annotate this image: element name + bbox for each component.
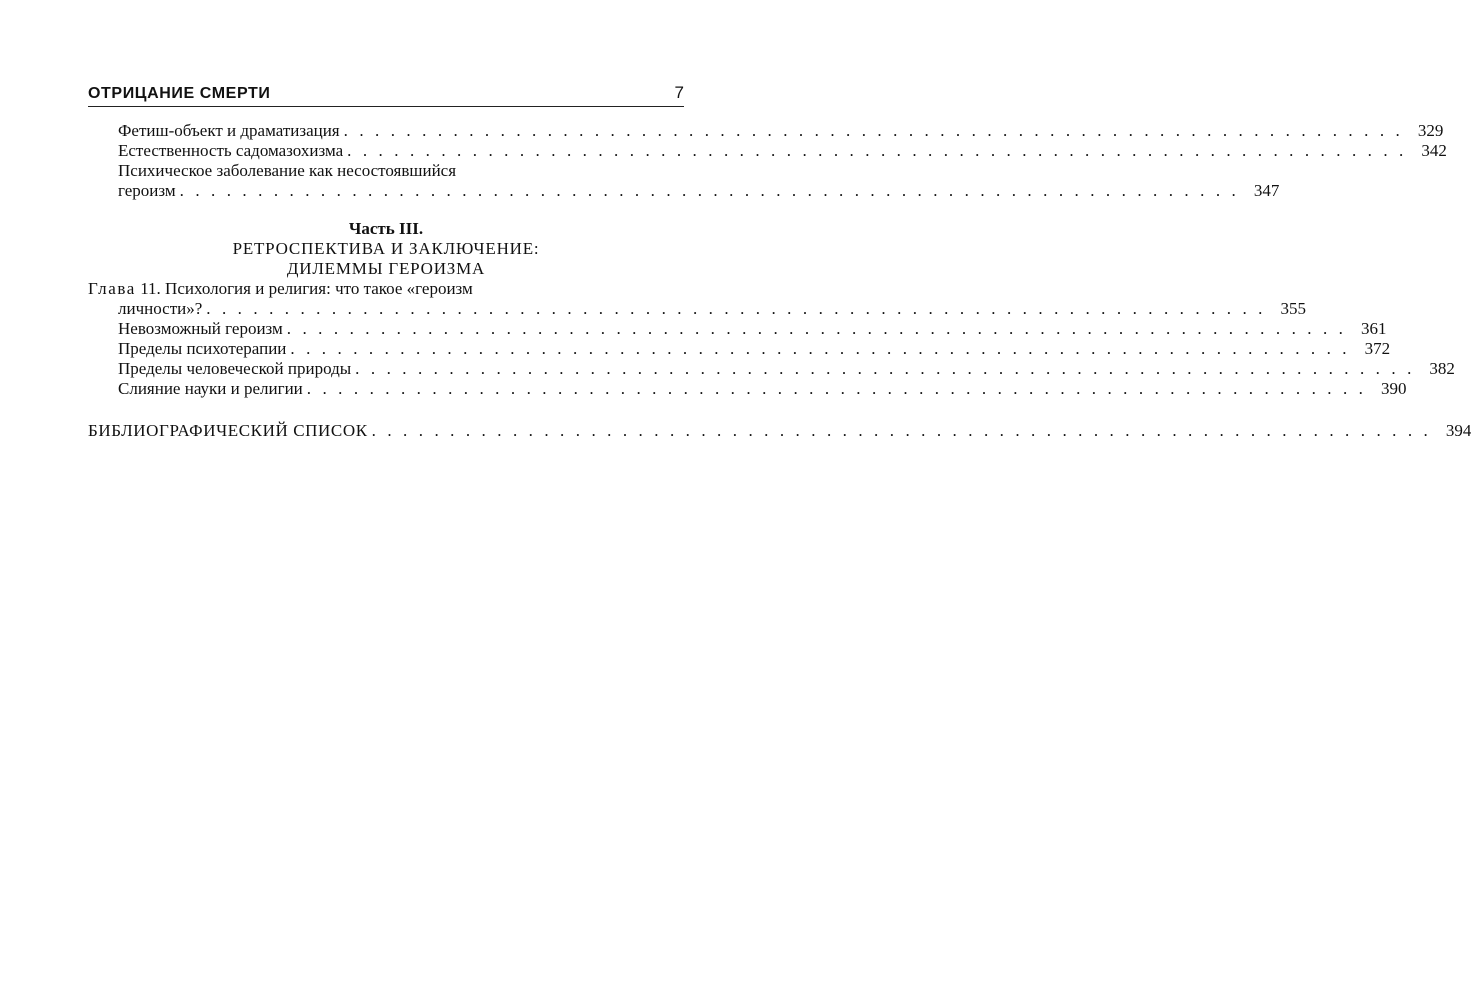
toc-entry-page: 355 [1280, 299, 1307, 318]
toc-entry-label: Пределы человеческой природы [118, 359, 352, 378]
running-header [88, 80, 684, 107]
toc-entry-label: героизм [118, 181, 176, 200]
section-spacer [88, 399, 684, 421]
part-label: Часть III. [348, 219, 424, 238]
document-page [88, 80, 1471, 441]
toc-entry [88, 319, 1387, 339]
chapter-title: 11. Психология и религия: что такое «героизм [140, 279, 473, 298]
chapter-prefix: Глава [88, 279, 136, 298]
toc-entry-page: 390 [1381, 379, 1407, 398]
toc-entry [88, 359, 1455, 379]
toc-entry-page: 394 [1445, 421, 1471, 440]
dot-leader: . . . . . . . . . . . . . . . . . . . . . . . . . . . . . . . . . . . . . . . . . . . . . . . . . . . . . . . . . . . . . . . . . . . . [371, 421, 1432, 440]
toc-entry-page: 361 [1361, 319, 1387, 338]
chapter-heading [88, 279, 684, 299]
table-of-contents [88, 121, 1471, 441]
toc-entry-label: Фетиш-объект и драматизация [118, 121, 340, 140]
toc-entry [88, 121, 1444, 141]
toc-entry-label: Невозможный героизм [118, 319, 283, 338]
toc-entry [88, 141, 1447, 161]
toc-entry-label: личности»? [118, 299, 203, 318]
toc-entry-page: 382 [1429, 359, 1455, 378]
toc-entry-page: 372 [1364, 339, 1391, 358]
dot-leader: . . . . . . . . . . . . . . . . . . . . . . . . . . . . . . . . . . . . . . . . . . . . . . . . . . . . . . . . . . . . . . . . . . . . [347, 141, 1407, 160]
dot-leader: . . . . . . . . . . . . . . . . . . . . . . . . . . . . . . . . . . . . . . . . . . . . . . . . . . . . . . . . . . . . . . . . . . . . [179, 181, 1240, 200]
dot-leader: . . . . . . . . . . . . . . . . . . . . . . . . . . . . . . . . . . . . . . . . . . . . . . . . . . . . . . . . . . . . . . . . . . . . [206, 299, 1267, 318]
toc-entry [88, 379, 1407, 399]
toc-entry-page: 347 [1253, 181, 1280, 200]
part-title-line-1: РЕТРОСПЕКТИВА И ЗАКЛЮЧЕНИЕ: [232, 239, 540, 258]
toc-entry-page: 329 [1417, 121, 1444, 140]
toc-entry-bibliography [88, 421, 1471, 441]
toc-entry [88, 339, 1391, 359]
dot-leader: . . . . . . . . . . . . . . . . . . . . . . . . . . . . . . . . . . . . . . . . . . . . . . . . . . . . . . . . . . . . . . . . . . . . [343, 121, 1404, 140]
toc-entry-label: БИБЛИОГРАФИЧЕСКИЙ СПИСОК [88, 421, 368, 440]
toc-entry-wrapped-first-line: Психическое заболевание как несостоявшийся [118, 161, 457, 180]
toc-entry-label: Слияние науки и религии [118, 379, 303, 398]
toc-entry-label: Пределы психотерапии [118, 339, 287, 358]
running-title: ОТРИЦАНИЕ СМЕРТИ [88, 85, 271, 102]
dot-leader: . . . . . . . . . . . . . . . . . . . . . . . . . . . . . . . . . . . . . . . . . . . . . . . . . . . . . . . . . . . . . . . . . . . . [286, 319, 1347, 338]
dot-leader: . . . . . . . . . . . . . . . . . . . . . . . . . . . . . . . . . . . . . . . . . . . . . . . . . . . . . . . . . . . . . . . . . . . . [290, 339, 1351, 358]
part-heading [88, 219, 684, 279]
page-number: 7 [674, 83, 684, 102]
dot-leader: . . . . . . . . . . . . . . . . . . . . . . . . . . . . . . . . . . . . . . . . . . . . . . . . . . . . . . . . . . . . . . . . . . . . [306, 379, 1367, 398]
toc-entry-page: 342 [1421, 141, 1447, 160]
toc-entry [88, 181, 1280, 201]
dot-leader: . . . . . . . . . . . . . . . . . . . . . . . . . . . . . . . . . . . . . . . . . . . . . . . . . . . . . . . . . . . . . . . . . . . . [355, 359, 1415, 378]
toc-entry [88, 299, 1307, 319]
toc-entry-label: Естественность садомазохизма [118, 141, 344, 160]
part-title-line-2: ДИЛЕММЫ ГЕРОИЗМА [286, 259, 486, 278]
